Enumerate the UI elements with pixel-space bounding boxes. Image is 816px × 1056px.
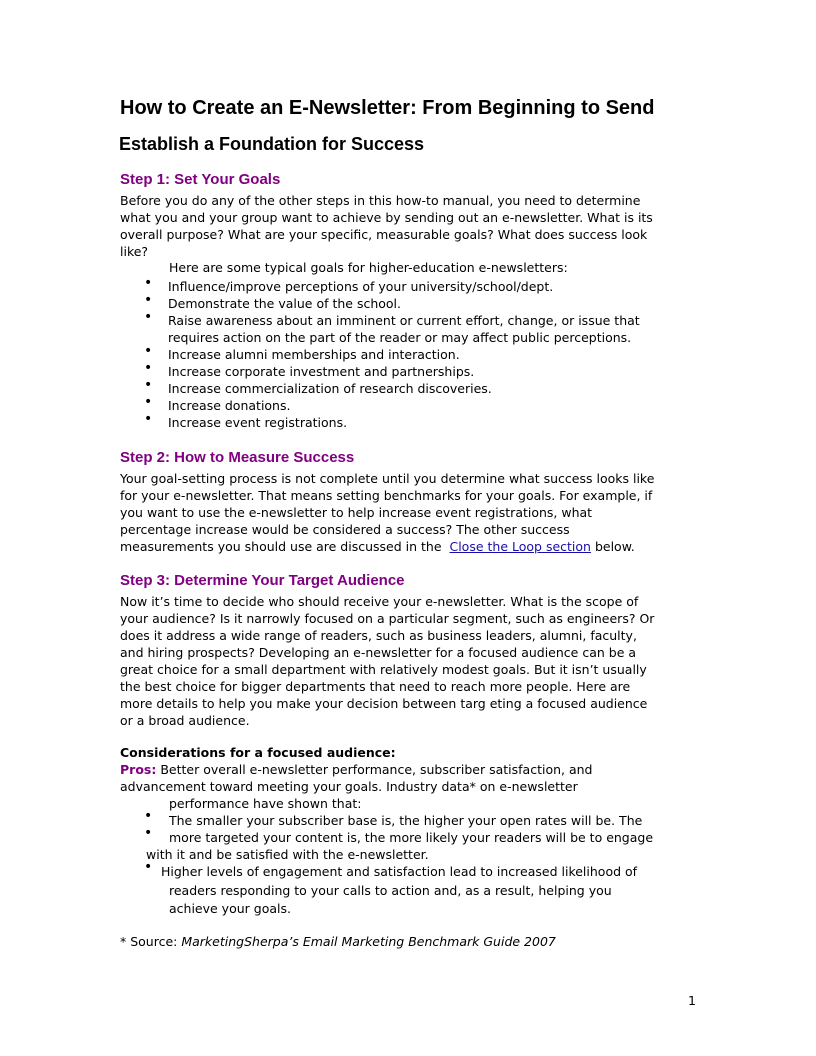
list-item: more targeted your content is, the more likely your readers will be to engage [169, 830, 654, 845]
paragraph-line: the best choice for bigger departments that need to reach more people. Here are [120, 679, 631, 694]
paragraph-line: overall purpose? What are your specific, measurable goals? What does success look [120, 227, 648, 242]
paragraph-line: more details to help you make your decision between targ eting a focused audience [120, 696, 648, 711]
pros-line: Pros: Better overall e-newsletter performance, subscriber satisfaction, and [120, 762, 593, 777]
page-number: 1 [688, 993, 696, 1008]
list-item: • Influence/improve perceptions of your university/school/dept. [144, 275, 554, 294]
list-item: • Demonstrate the value of the school. [144, 292, 402, 311]
bullet-icon: • [144, 377, 153, 393]
source-title: MarketingSherpa’s Email Marketing Benchmark Guide 2007 [181, 934, 556, 949]
bullet-icon: • [144, 808, 153, 824]
paragraph-line: does it address a wide range of readers, such as business leaders, alumni, faculty, [120, 628, 637, 643]
step2-paragraph [120, 470, 700, 555]
paragraph-line: measurements you should use are discussed in the Close the Loop section below. [120, 539, 635, 554]
paragraph-line: for your e-newsletter. That means setting benchmarks for your goals. For example, if [120, 488, 653, 503]
bullet-icon: • [144, 292, 153, 308]
paragraph-line: Now it’s time to decide who should receive your e-newsletter. What is the scope of [120, 594, 639, 609]
list-item: • Increase corporate investment and partnerships. [144, 360, 475, 379]
bullet-icon: • [144, 309, 153, 325]
list-item: • Increase donations. [144, 394, 291, 413]
paragraph-line: your audience? Is it narrowly focused on a particular segment, such as engineers? Or [120, 611, 655, 626]
list-item: • Increase event registrations. [144, 411, 348, 430]
list-item-continuation: achieve your goals. [169, 901, 291, 916]
pros-line: advancement toward meeting your goals. Industry data* on e-newsletter [120, 779, 578, 794]
list-item: • Increase commercialization of research discoveries. [144, 377, 492, 396]
paragraph-line: and hiring prospects? Developing an e-newsletter for a focused audience can be a [120, 645, 637, 660]
list-item: The smaller your subscriber base is, the higher your open rates will be. The [169, 813, 643, 828]
considerations-heading: Considerations for a focused audience: [120, 745, 396, 760]
paragraph-line: great choice for a small department with relatively modest goals. But it isn’t usually [120, 662, 647, 677]
list-item-continuation: requires action on the part of the reader or may affect public perceptions. [168, 330, 632, 345]
paragraph-line: or a broad audience. [120, 713, 250, 728]
document-title: How to Create an E-Newsletter: From Beginning to Send [120, 97, 655, 119]
step3-heading: Step 3: Determine Your Target Audience [120, 572, 405, 589]
list-item-continuation: readers responding to your calls to action and, as a result, helping you [169, 883, 612, 898]
bullet-icon: • [144, 411, 153, 427]
bullet-icon: • [144, 275, 153, 291]
step2-heading: Step 2: How to Measure Success [120, 449, 355, 466]
goals-intro: Here are some typical goals for higher-education e-newsletters: [169, 260, 568, 275]
bullet-icon: • [144, 825, 153, 841]
bullet-icon: • [144, 859, 153, 875]
list-item-continuation: with it and be satisfied with the e-newsletter. [146, 847, 429, 862]
step1-heading: Step 1: Set Your Goals [120, 171, 281, 188]
source-citation: * Source: MarketingSherpa’s Email Marketing Benchmark Guide 2007 [120, 934, 556, 949]
bullet-icon: • [144, 394, 153, 410]
step3-paragraph [120, 593, 700, 729]
pros-line: performance have shown that: [169, 796, 362, 811]
paragraph-line: percentage increase would be considered a success? The other success [120, 522, 570, 537]
list-item: • Increase alumni memberships and interaction. [144, 343, 460, 362]
step1-paragraph [120, 192, 700, 260]
section-subtitle: Establish a Foundation for Success [119, 134, 425, 154]
list-item: • Raise awareness about an imminent or current effort, change, or issue that [144, 309, 640, 328]
paragraph-line: you want to use the e-newsletter to help increase event registrations, what [120, 505, 593, 520]
goals-list [142, 275, 640, 431]
list-item: Higher levels of engagement and satisfaction lead to increased likelihood of [161, 864, 638, 879]
close-the-loop-link[interactable]: Close the Loop section [449, 539, 591, 554]
paragraph-line: Before you do any of the other steps in this how-to manual, you need to determine [120, 193, 641, 208]
bullet-icon: • [144, 343, 153, 359]
pros-label: Pros: [120, 762, 157, 777]
paragraph-line: what you and your group want to achieve by sending out an e-newsletter. What is its [120, 210, 653, 225]
paragraph-line: like? [120, 244, 149, 259]
bullet-icon: • [144, 360, 153, 376]
paragraph-line: Your goal-setting process is not complete until you determine what success looks like [120, 471, 655, 486]
